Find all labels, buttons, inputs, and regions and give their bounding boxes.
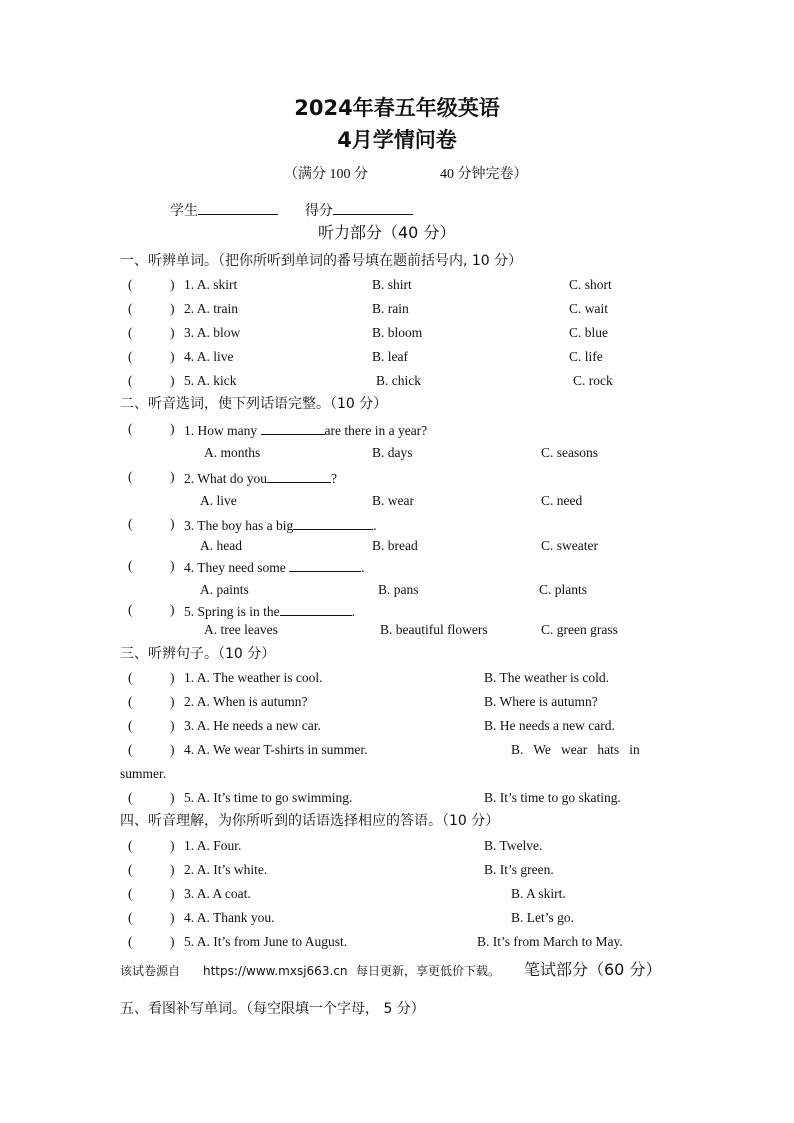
question-stem [184,517,377,533]
option-a: 3. A. blow [184,325,241,340]
answer-paren-open[interactable]: ( [128,838,133,853]
option-c: C. sweater [541,538,598,553]
answer-paren-close: ) [170,301,175,316]
answer-paren-open[interactable]: ( [128,325,133,340]
answer-paren-close: ) [170,421,175,436]
listening-section-title: 听力部分（40 分） [318,223,456,242]
answer-paren-open[interactable]: ( [128,277,133,292]
option-b: B. It’s time to go skating. [484,790,621,805]
option-a: A. live [200,493,237,508]
option-b: B. leaf [372,349,408,364]
option-a: 3. A. He needs a new car. [184,718,321,733]
option-a: 1. A. skirt [184,277,238,292]
option-b: B. The weather is cold. [484,670,609,685]
option-b-wrap: summer. [120,766,167,781]
option-a: A. months [204,445,261,460]
answer-paren-close: ) [170,910,175,925]
option-a: 5. A. It’s time to go swimming. [184,790,353,805]
option-b: B. shirt [372,277,412,292]
written-section-title: 笔试部分（60 分） [524,960,662,979]
option-b: B. It’s green. [484,862,554,877]
option-b: B. Let’s go. [511,910,574,925]
section4-heading: 四、听音理解，为你所听到的话语选择相应的答语。（10 分） [120,813,500,829]
option-a: 3. A. A coat. [184,886,251,901]
answer-paren-open[interactable]: ( [128,886,133,901]
section3-heading: 三、听辨句子。（10 分） [120,646,276,662]
option-a: 4. A. live [184,349,234,364]
answer-paren-open[interactable]: ( [128,862,133,877]
source-note: 该试卷源自 [120,964,181,978]
option-a: A. head [200,538,242,553]
option-b: B. wear [372,493,414,508]
full-score-note: （满分 100 分 [284,167,368,182]
answer-paren-close: ) [170,516,175,531]
option-a: 4. A. Thank you. [184,910,275,925]
option-a: A. tree leaves [204,622,278,637]
option-c: C. blue [569,325,608,340]
stem-text-end: . [351,604,356,619]
option-a: A. paints [200,582,249,597]
option-a: 5. A. It’s from June to August. [184,934,348,949]
option-b: B. Twelve. [484,838,543,853]
fill-blank[interactable] [261,422,325,435]
answer-paren-open[interactable]: ( [128,934,133,949]
option-c: C. rock [573,373,613,388]
option-c: C. life [569,349,603,364]
answer-paren-close: ) [170,325,175,340]
option-a: 5. A. kick [184,373,237,388]
option-b: B. A skirt. [511,886,566,901]
option-b: B. bread [372,538,418,553]
answer-paren-open[interactable]: ( [128,602,133,617]
option-b: B. bloom [372,325,423,340]
answer-paren-open[interactable]: ( [128,718,133,733]
answer-paren-close: ) [170,602,175,617]
stem-text-end: ? [331,471,337,486]
answer-paren-close: ) [170,862,175,877]
answer-paren-close: ) [170,790,175,805]
answer-paren-open[interactable]: ( [128,301,133,316]
answer-paren-open[interactable]: ( [128,670,133,685]
answer-paren-open[interactable]: ( [128,373,133,388]
answer-paren-open[interactable]: ( [128,910,133,925]
option-c: C. need [541,493,583,508]
answer-paren-close: ) [170,558,175,573]
option-b: B. beautiful flowers [380,622,488,637]
answer-paren-close: ) [170,718,175,733]
stem-text-end: are there in a year? [324,423,428,438]
option-b: B. pans [378,582,419,597]
answer-paren-close: ) [170,886,175,901]
option-b: B. Where is autumn? [484,694,598,709]
answer-paren-close: ) [170,694,175,709]
stem-text: 5. Spring is in the [184,604,280,619]
student-field[interactable] [170,202,278,219]
title-line-1: 2024年春五年级英语 [294,96,500,120]
question-stem [184,470,337,486]
section2-heading: 二、听音选词，使下列话语完整。（10 分） [120,396,388,412]
score-blank[interactable] [333,202,413,215]
score-field[interactable] [305,202,413,219]
option-c: C. short [569,277,612,292]
answer-paren-close: ) [170,742,175,757]
fill-blank[interactable] [289,559,361,572]
stem-text: 1. How many [184,423,261,438]
section5-heading: 五、看图补写单词。（每空限填一个字母， 5 分） [120,1001,425,1017]
option-c: C. plants [539,582,588,597]
option-c: C. wait [569,301,608,316]
answer-paren-close: ) [170,670,175,685]
time-note: 40 分钟完卷） [440,167,528,182]
stem-text-end: . [361,560,365,575]
student-blank[interactable] [198,202,278,215]
answer-paren-open[interactable]: ( [128,558,133,573]
option-b: B. chick [376,373,421,388]
option-a: 2. A. When is autumn? [184,694,308,709]
title-line-2: 4月学情问卷 [337,128,457,152]
section1-heading: 一、听辨单词。（把你所听到单词的番号填在题前括号内, 10 分） [120,253,523,269]
option-b: B. He needs a new card. [484,718,615,733]
fill-blank[interactable] [293,517,373,530]
option-b: B. It’s from March to May. [477,934,623,949]
answer-paren-close: ) [170,277,175,292]
option-c: C. green grass [541,622,618,637]
answer-paren-close: ) [170,934,175,949]
question-stem [184,422,427,438]
student-label: 学生 [170,204,198,219]
question-stem [184,559,364,575]
source-url-link[interactable]: https://www.mxsj663.cn [203,964,348,978]
stem-text: 2. What do you [184,471,267,486]
option-c: C. seasons [541,445,598,460]
answer-paren-close: ) [170,838,175,853]
answer-paren-open[interactable]: ( [128,516,133,531]
stem-text: 4. They need some [184,560,290,575]
answer-paren-open[interactable]: ( [128,790,133,805]
option-a: 2. A. train [184,301,238,316]
answer-paren-open[interactable]: ( [128,742,133,757]
option-b: B. days [372,445,413,460]
option-a: 1. A. The weather is cool. [184,670,323,685]
stem-text-end: . [373,518,377,533]
answer-paren-open[interactable]: ( [128,421,133,436]
fill-blank[interactable] [267,470,331,483]
question-stem [184,603,355,619]
option-b: B. rain [372,301,409,316]
answer-paren-open[interactable]: ( [128,694,133,709]
fill-blank[interactable] [280,603,352,616]
answer-paren-close: ) [170,349,175,364]
option-a: 4. A. We wear T-shirts in summer. [184,742,368,757]
answer-paren-open[interactable]: ( [128,349,133,364]
stem-text: 3. The boy has a big [184,518,294,533]
option-a: 2. A. It’s white. [184,862,268,877]
option-b: B. We wear hats in [511,742,640,757]
score-label: 得分 [305,204,333,219]
option-a: 1. A. Four. [184,838,242,853]
answer-paren-close: ) [170,469,175,484]
update-note: 每日更新，享更低价下载。 [356,964,501,978]
answer-paren-open[interactable]: ( [128,469,133,484]
answer-paren-close: ) [170,373,175,388]
